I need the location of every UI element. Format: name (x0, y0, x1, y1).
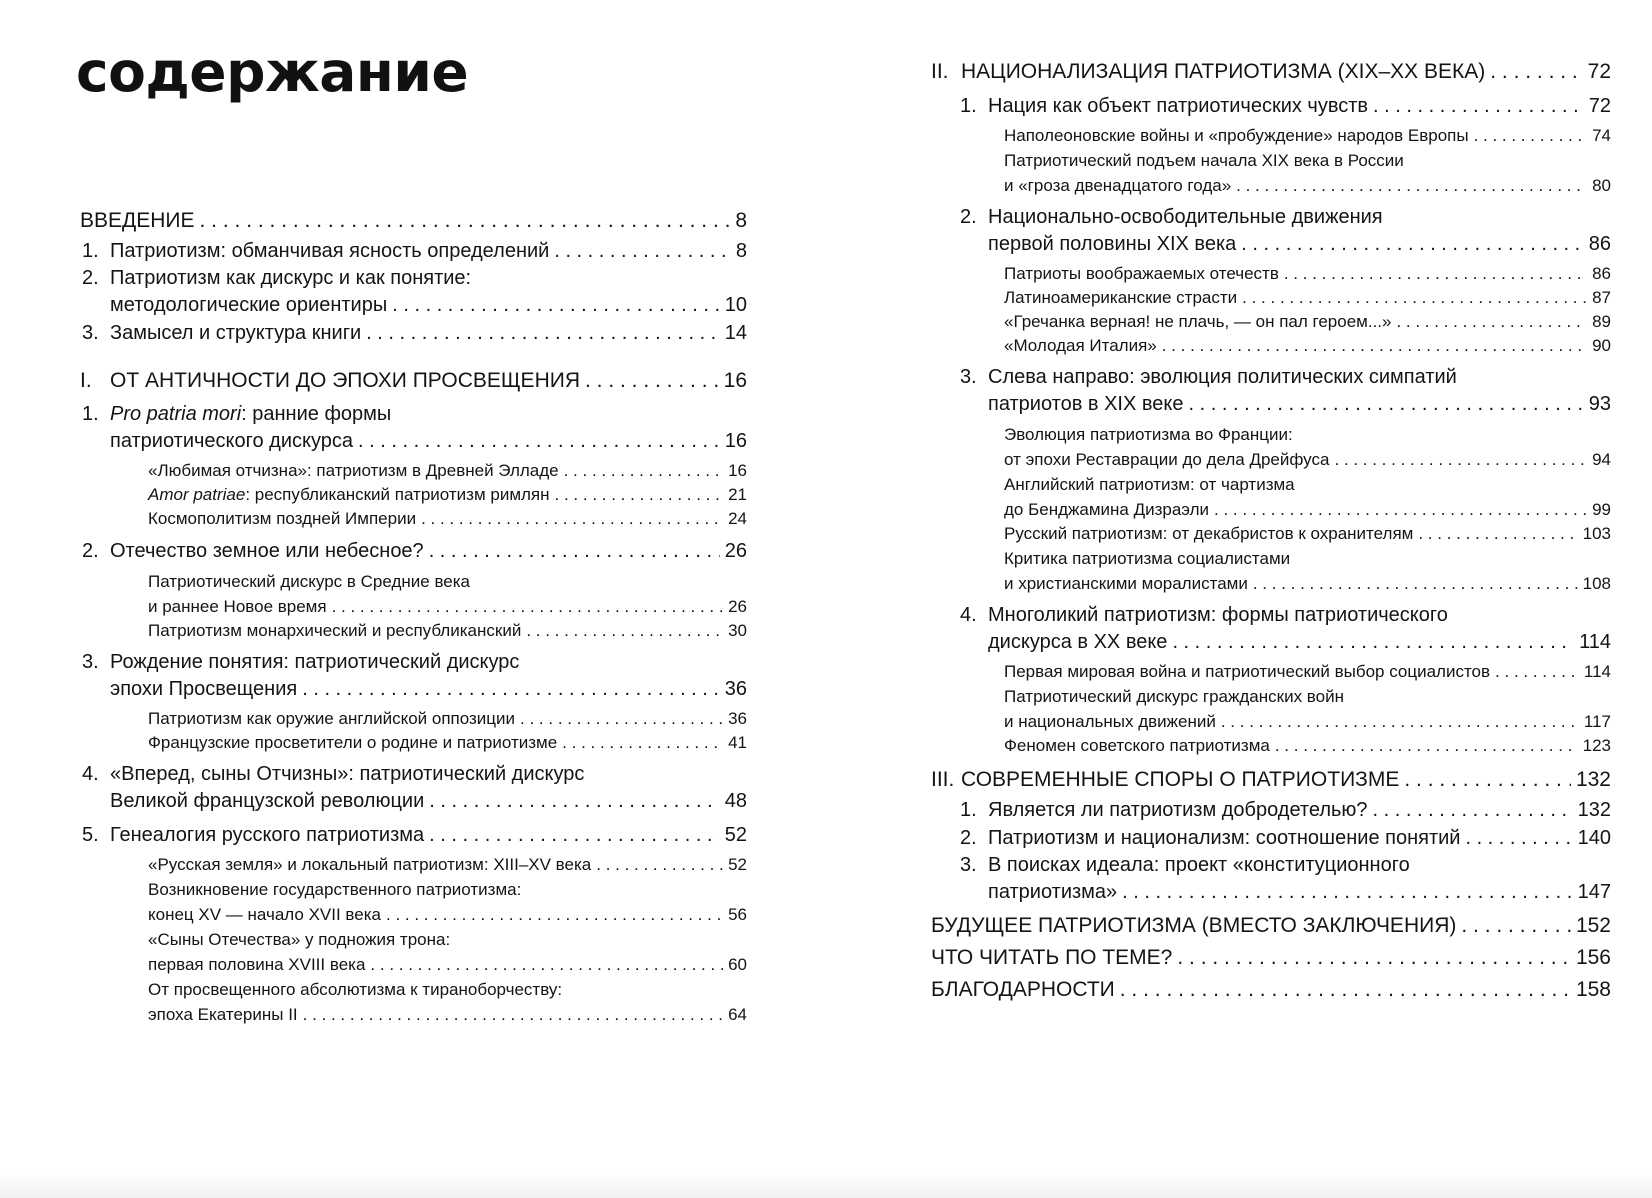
toc-entry-title-text: Национально-освободительные движения (988, 206, 1383, 228)
toc-entry-title-first-line (1004, 546, 1611, 572)
toc-entry-title-text: от эпохи Реставрации до дела Дрейфуса (1004, 450, 1330, 469)
toc-page-number: 36 (724, 678, 747, 700)
toc-entry-title (110, 787, 424, 815)
toc-entry-title-text: БУДУЩЕЕ ПАТРИОТИЗМА (ВМЕСТО ЗАКЛЮЧЕНИЯ) (931, 914, 1457, 937)
toc-entry[interactable] (931, 310, 1611, 334)
toc-entry-title (960, 796, 1368, 824)
toc-entry-title (110, 675, 297, 703)
toc-entry-title (148, 707, 515, 731)
toc-entry[interactable] (80, 761, 747, 815)
toc-entry-title-text: Первая мировая война и патриотический выбор социалистов (1004, 662, 1491, 681)
toc-entry-title (148, 953, 365, 977)
toc-entry-title-first-line (1004, 472, 1611, 498)
toc-entry-number: I. (80, 369, 92, 392)
toc-entry-title-italic: Amor patriae (148, 485, 246, 504)
toc-entry-title-first-line (1004, 148, 1611, 174)
toc-entry-title (1004, 660, 1490, 684)
toc-entry-title-text: ОТ АНТИЧНОСТИ ДО ЭПОХИ ПРОСВЕЩЕНИЯ (110, 369, 580, 392)
toc-entry-title (148, 595, 327, 619)
toc-page-number: 93 (1588, 393, 1611, 415)
toc-entry-number: 1. (960, 799, 977, 821)
toc-entry[interactable] (931, 942, 1611, 974)
toc-entry-title-text: Космополитизм поздней Империи (148, 509, 417, 528)
dot-leader (526, 619, 723, 643)
toc-entry[interactable] (931, 660, 1611, 684)
toc-entry-title-text: : республиканский патриотизм римлян (245, 485, 550, 504)
toc-entry[interactable] (931, 602, 1611, 656)
toc-entry[interactable] (931, 262, 1611, 286)
toc-entry-title-text: конец XV — начало XVII века (148, 905, 381, 924)
toc-entry-title (1004, 310, 1391, 334)
toc-page-number: 152 (1575, 914, 1611, 937)
toc-entry-title-text: Патриотизм и национализм: соотношение понятий (988, 827, 1461, 849)
dot-leader (1465, 824, 1572, 852)
toc-page-number: 16 (724, 430, 747, 452)
toc-entry-title-text: эпохи Просвещения (110, 678, 298, 700)
toc-page-number: 72 (1588, 95, 1611, 117)
toc-entry-title-text: Патриотизм монархический и республиканский (148, 621, 522, 640)
toc-entry-title (110, 427, 353, 455)
toc-entry[interactable] (80, 731, 747, 755)
toc-entry-number: 1. (82, 403, 99, 425)
toc-entry-title-text: БЛАГОДАРНОСТИ (931, 978, 1115, 1001)
dot-leader (358, 427, 720, 455)
dot-leader (370, 953, 723, 977)
dot-leader (1221, 710, 1579, 734)
dot-leader (1490, 56, 1582, 88)
toc-entry-title (931, 764, 1399, 796)
toc-entry-number: 1. (960, 95, 977, 117)
toc-page-number: 86 (1592, 264, 1611, 283)
toc-entry-title-text: Патриоты воображаемых отечеств (1004, 264, 1279, 283)
toc-entry-title-text: Возникновение государственного патриотизма: (148, 880, 522, 899)
toc-page-number: 87 (1592, 288, 1611, 307)
toc-page-number: 52 (728, 855, 747, 874)
toc-entry-title (148, 619, 521, 643)
toc-entry-title-first-line (1004, 422, 1611, 448)
toc-entry-number: 3. (960, 366, 977, 388)
toc-page-number: 64 (728, 1005, 747, 1024)
toc-entry[interactable] (80, 707, 747, 731)
dot-leader (1242, 286, 1587, 310)
toc-entry-title-text: ВВЕДЕНИЕ (80, 209, 195, 232)
toc-entry[interactable] (80, 507, 747, 531)
dot-leader (1236, 174, 1587, 198)
toc-entry-number: 3. (82, 322, 99, 344)
toc-entry[interactable] (931, 824, 1611, 852)
toc-page-number: 72 (1587, 60, 1611, 83)
toc-entry-number: 2. (960, 206, 977, 228)
toc-entry-title-first-line (960, 852, 1611, 878)
toc-page-number: 147 (1577, 881, 1611, 903)
toc-entry[interactable] (931, 364, 1611, 418)
toc-entry-title-text: методологические ориентиры (110, 294, 388, 316)
toc-entry[interactable] (931, 852, 1611, 906)
toc-entry[interactable] (80, 537, 747, 565)
toc-entry-title-text: «Молодая Италия» (1004, 336, 1157, 355)
toc-entry-title-text: Отечество земное или небесное? (110, 540, 424, 562)
toc-entry-title-text: Замысел и структура книги (110, 322, 362, 344)
toc-entry-title (148, 483, 550, 507)
toc-entry[interactable] (80, 853, 747, 877)
dot-leader (1275, 734, 1578, 758)
toc-entry-title-text: Феномен советского патриотизма (1004, 736, 1270, 755)
toc-entry-title-text: Генеалогия русского патриотизма (110, 824, 425, 846)
toc-entry-title (148, 507, 416, 531)
toc-entry-title-text: : ранние формы (241, 403, 392, 425)
toc-entry[interactable] (931, 286, 1611, 310)
toc-entry[interactable] (80, 927, 747, 977)
toc-entry-title (1004, 262, 1279, 286)
toc-entry[interactable] (80, 977, 747, 1027)
toc-entry[interactable] (80, 619, 747, 643)
toc-entry[interactable] (931, 56, 1611, 88)
toc-entry[interactable] (931, 124, 1611, 148)
toc-page-number: 8 (735, 240, 747, 262)
toc-entry-title-text: Является ли патриотизм добродетелью? (988, 799, 1368, 821)
dot-leader (1404, 764, 1571, 796)
toc-entry-title-text: до Бенджамина Дизраэли (1004, 500, 1210, 519)
toc-entry-title-text: первая половина XVIII века (148, 955, 366, 974)
toc-entry-title-text: и христианскими моралистами (1004, 574, 1248, 593)
toc-page-number: 99 (1592, 500, 1611, 519)
toc-entry-title-first-line (960, 204, 1611, 230)
toc-entry[interactable] (80, 569, 747, 619)
toc-entry[interactable] (931, 204, 1611, 258)
toc-page-number: 26 (728, 597, 747, 616)
toc-entry-title-first-line (82, 401, 747, 427)
toc-entry-title-text: Латиноамериканские страсти (1004, 288, 1238, 307)
toc-entry[interactable] (80, 821, 747, 849)
toc-page-number: 26 (724, 540, 747, 562)
toc-entry[interactable] (931, 472, 1611, 522)
dot-leader (520, 707, 723, 731)
toc-entry-title-first-line (82, 265, 747, 291)
toc-entry[interactable] (80, 319, 747, 347)
dot-leader (564, 459, 723, 483)
toc-entry[interactable] (931, 92, 1611, 120)
toc-entry-title (82, 319, 362, 347)
toc-entry-title (1004, 498, 1209, 522)
dot-leader (1284, 262, 1587, 286)
toc-page-number: 60 (728, 955, 747, 974)
toc-entry-title-text: От просвещенного абсолютизма к тираноборчеству: (148, 980, 563, 999)
dot-leader (562, 731, 723, 755)
toc-entry[interactable] (80, 365, 747, 397)
toc-entry-title-text: Критика патриотизма социалистами (1004, 549, 1291, 568)
toc-page-number: 16 (728, 461, 747, 480)
toc-entry-number: 4. (82, 763, 99, 785)
dot-leader (1396, 310, 1587, 334)
toc-entry-title-first-line (82, 649, 747, 675)
toc-entry-title (148, 853, 591, 877)
dot-leader (1120, 974, 1571, 1006)
toc-page-number: 16 (723, 369, 747, 392)
toc-entry-title-text: Русский патриотизм: от декабристов к охранителям (1004, 524, 1414, 543)
toc-entry-title-text: Рождение понятия: патриотический дискурс (110, 651, 520, 673)
toc-entry[interactable] (931, 734, 1611, 758)
toc-entry-title (1004, 286, 1237, 310)
toc-page-number: 36 (728, 709, 747, 728)
toc-entry-title (1004, 334, 1157, 358)
toc-entry[interactable] (80, 877, 747, 927)
dot-leader (596, 853, 723, 877)
toc-page-number: 80 (1592, 176, 1611, 195)
toc-page-number: 10 (724, 294, 747, 316)
toc-entry-title-text: Французские просветители о родине и патриотизме (148, 733, 558, 752)
toc-page-number: 8 (735, 209, 747, 232)
toc-entry-title-text: Английский патриотизм: от чартизма (1004, 475, 1295, 494)
toc-entry[interactable] (931, 910, 1611, 942)
toc-entry-number: 5. (82, 824, 99, 846)
toc-entry[interactable] (931, 764, 1611, 796)
toc-entry-title (82, 821, 425, 849)
dot-leader (429, 537, 720, 565)
toc-page-number: 132 (1575, 768, 1611, 791)
dot-leader (1495, 660, 1579, 684)
page-title: содержание (76, 40, 469, 104)
page-bottom-shadow (826, 1172, 1652, 1198)
toc-entry-title-text: эпоха Екатерины II (148, 1005, 298, 1024)
toc-entry-title-text: НАЦИОНАЛИЗАЦИЯ ПАТРИОТИЗМА (XIX–XX ВЕКА) (961, 60, 1486, 83)
toc-entry-title-text: дискурса в XX веке (988, 631, 1168, 653)
dot-leader (1177, 942, 1571, 974)
toc-entry[interactable] (931, 522, 1611, 546)
toc-entry-number: 2. (960, 827, 977, 849)
dot-leader (1334, 448, 1587, 472)
toc-entry[interactable] (80, 237, 747, 265)
toc-entry-title-text: патриотизма» (988, 881, 1118, 903)
toc-entry-title-text: «Гречанка верная! не плачь, — он пал героем...» (1004, 312, 1392, 331)
toc-entry-title-italic: Pro patria mori (110, 403, 242, 425)
toc-entry-title-text: Эволюция патриотизма во Франции: (1004, 425, 1293, 444)
toc-entry[interactable] (80, 265, 747, 319)
toc-entry-number: 1. (82, 240, 99, 262)
toc-page-number: 24 (728, 509, 747, 528)
toc-entry-title (1004, 734, 1270, 758)
toc-entry-title-text: Патриотический подъем начала XIX века в России (1004, 151, 1404, 170)
toc-entry-title-text: СОВРЕМЕННЫЕ СПОРЫ О ПАТРИОТИЗМЕ (961, 768, 1400, 791)
toc-entry-title-text: и национальных движений (1004, 712, 1216, 731)
toc-page-number: 90 (1592, 336, 1611, 355)
toc-entry-title-first-line (82, 761, 747, 787)
dot-leader (555, 483, 724, 507)
dot-leader (585, 365, 719, 397)
toc-entry[interactable] (80, 401, 747, 455)
dot-leader (332, 595, 724, 619)
dot-leader (1474, 124, 1588, 148)
toc-entry-title (1004, 710, 1216, 734)
toc-entry-title (1004, 572, 1248, 596)
toc-entry-title-text: «Любимая отчизна»: патриотизм в Древней Элладе (148, 461, 559, 480)
toc-page-number: 48 (724, 790, 747, 812)
toc-entry[interactable] (931, 546, 1611, 596)
toc-entry-title (988, 390, 1184, 418)
toc-entry[interactable] (80, 483, 747, 507)
toc-entry[interactable] (80, 205, 747, 237)
toc-page-number: 56 (728, 905, 747, 924)
toc-entry-title (988, 878, 1117, 906)
toc-entry-number: 2. (82, 267, 99, 289)
dot-leader (303, 1003, 723, 1027)
toc-page-number: 52 (724, 824, 747, 846)
dot-leader (1122, 878, 1572, 906)
toc-entry-title-first-line (148, 877, 747, 903)
toc-entry-title (148, 731, 557, 755)
toc-entry-title (110, 291, 387, 319)
toc-page-number: 117 (1583, 712, 1611, 731)
toc-entry-title (1004, 174, 1231, 198)
toc-entry-title-text: Патриотизм как оружие английской оппозиции (148, 709, 516, 728)
toc-entry-title (148, 459, 559, 483)
toc-page-number: 74 (1592, 126, 1611, 145)
toc-entry[interactable] (80, 649, 747, 703)
toc-page-number: 103 (1582, 524, 1611, 543)
toc-entry-title-first-line (148, 977, 747, 1003)
toc-entry-number: II. (931, 60, 949, 83)
toc-entry-title (931, 56, 1485, 88)
toc-entry[interactable] (931, 796, 1611, 824)
toc-entry-title-text: патриотов в XIX веке (988, 393, 1184, 415)
dot-leader (1214, 498, 1587, 522)
toc-entry-title-text: Многоликий патриотизм: формы патриотического (988, 604, 1448, 626)
toc-entry-title (960, 92, 1369, 120)
dot-leader (1162, 334, 1587, 358)
dot-leader (1373, 796, 1573, 824)
toc-page-number: 140 (1577, 827, 1611, 849)
dot-leader (1461, 910, 1571, 942)
toc-entry-title (931, 942, 1172, 974)
toc-entry-title-text: Слева направо: эволюция политических симпатий (988, 366, 1457, 388)
dot-leader (392, 291, 720, 319)
toc-entry-title (988, 230, 1236, 258)
toc-page-number: 156 (1575, 946, 1611, 969)
toc-entry-number: 3. (82, 651, 99, 673)
toc-page-number: 30 (728, 621, 747, 640)
toc-page-number: 89 (1592, 312, 1611, 331)
toc-entry-title-text: патриотического дискурса (110, 430, 353, 452)
toc-entry[interactable] (931, 334, 1611, 358)
toc-entry-title (931, 974, 1115, 1006)
dot-leader (302, 675, 720, 703)
dot-leader (200, 205, 731, 237)
toc-entry-title-first-line (148, 569, 747, 595)
toc-page-number: 14 (724, 322, 747, 344)
dot-leader (429, 787, 720, 815)
dot-leader (421, 507, 723, 531)
dot-leader (386, 903, 723, 927)
toc-entry-title (1004, 448, 1329, 472)
toc-page-number: 114 (1579, 631, 1611, 653)
toc-page-number: 123 (1582, 736, 1611, 755)
toc-entry-title (988, 628, 1167, 656)
toc-entry-title (1004, 124, 1469, 148)
toc-entry-title-text: Нация как объект патриотических чувств (988, 95, 1369, 117)
toc-entry-title-text: и «гроза двенадцатого года» (1004, 176, 1232, 195)
toc-page-number: 86 (1588, 233, 1611, 255)
toc-entry-title (82, 237, 550, 265)
toc-entry-title-first-line (148, 927, 747, 953)
toc-entry-number: 2. (82, 540, 99, 562)
toc-entry-title-text: первой половины XIX века (988, 233, 1237, 255)
toc-entry-title-first-line (960, 602, 1611, 628)
toc-page-number: 132 (1577, 799, 1611, 821)
toc-entry[interactable] (931, 974, 1611, 1006)
dot-leader (554, 237, 731, 265)
toc-entry-title (148, 903, 381, 927)
dot-leader (1253, 572, 1578, 596)
toc-right-column (931, 56, 1611, 1006)
toc-entry-title (931, 910, 1456, 942)
dot-leader (366, 319, 720, 347)
toc-entry[interactable] (931, 148, 1611, 198)
toc-entry-title-text: Патриотизм: обманчивая ясность определений (110, 240, 550, 262)
dot-leader (1241, 230, 1583, 258)
dot-leader (429, 821, 720, 849)
toc-left-column (80, 205, 747, 1027)
toc-entry-title (1004, 522, 1413, 546)
toc-entry-title (80, 205, 195, 237)
dot-leader (1373, 92, 1584, 120)
toc-entry-title-text: Наполеоновские войны и «пробуждение» народов Европы (1004, 126, 1469, 145)
toc-entry-number: 4. (960, 604, 977, 626)
toc-entry-title-text: и раннее Новое время (148, 597, 327, 616)
toc-page-number: 114 (1583, 662, 1611, 681)
toc-entry-title-text: «Русская земля» и локальный патриотизм: XIII–XV века (148, 855, 592, 874)
toc-entry-title-text: Великой французской революции (110, 790, 425, 812)
toc-page-number: 94 (1592, 450, 1611, 469)
toc-entry-title (82, 537, 424, 565)
toc-entry-title-first-line (960, 364, 1611, 390)
page-bottom-shadow (0, 1172, 826, 1198)
toc-entry-title-first-line (1004, 684, 1611, 710)
toc-entry-title-text: «Сыны Отечества» у подножия трона: (148, 930, 451, 949)
toc-entry[interactable] (80, 459, 747, 483)
toc-entry-title (148, 1003, 298, 1027)
toc-entry-title-text: Патриотический дискурс в Средние века (148, 572, 471, 591)
toc-page-number: 41 (728, 733, 747, 752)
toc-page-number: 108 (1582, 574, 1611, 593)
toc-entry-number: 3. (960, 854, 977, 876)
right-page (826, 0, 1652, 1198)
toc-entry-title-text: «Вперед, сыны Отчизны»: патриотический дискурс (110, 763, 585, 785)
toc-entry-title-text: ЧТО ЧИТАТЬ ПО ТЕМЕ? (931, 946, 1173, 969)
dot-leader (1189, 390, 1584, 418)
toc-entry-title (960, 824, 1461, 852)
toc-entry-number: III. (931, 768, 955, 791)
toc-entry-title-text: Патриотический дискурс гражданских войн (1004, 687, 1344, 706)
toc-entry-title-text: В поисках идеала: проект «конституционного (988, 854, 1410, 876)
toc-entry-title-text: Патриотизм как дискурс и как понятие: (110, 267, 472, 289)
toc-entry[interactable] (931, 422, 1611, 472)
toc-entry-title (80, 365, 580, 397)
toc-page-number: 21 (728, 485, 747, 504)
dot-leader (1172, 628, 1574, 656)
toc-entry[interactable] (931, 684, 1611, 734)
dot-leader (1418, 522, 1577, 546)
toc-page-number: 158 (1575, 978, 1611, 1001)
